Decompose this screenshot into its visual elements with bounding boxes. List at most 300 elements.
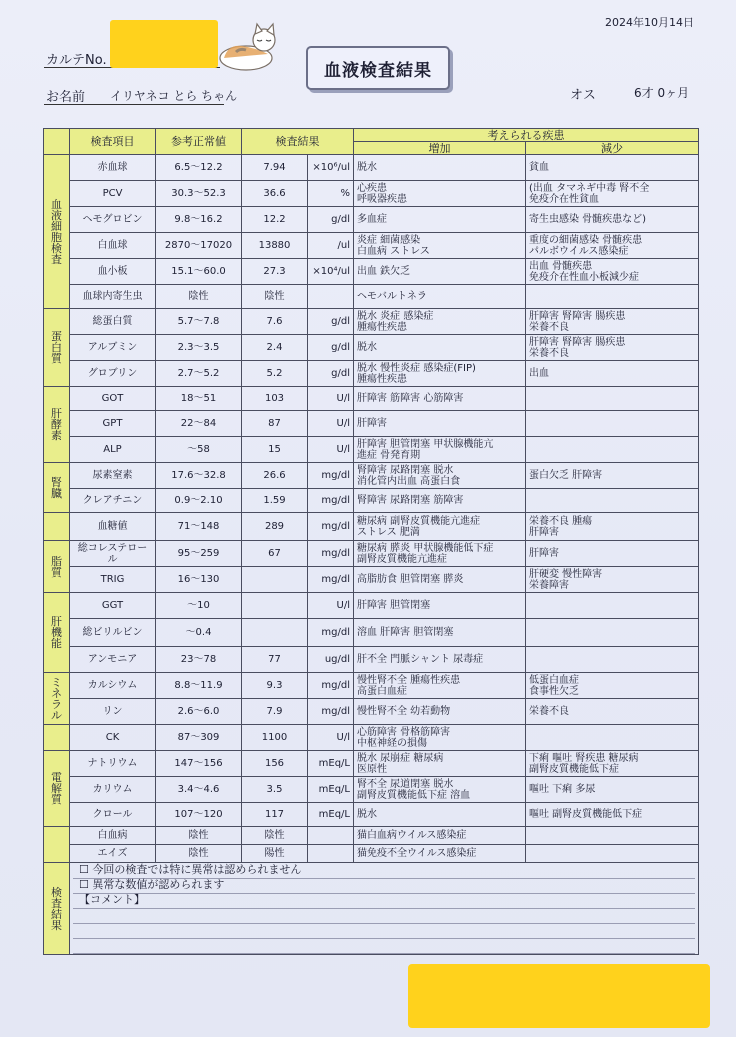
disease-decrease-line: (出血 タマネギ中毒 腎不全	[529, 182, 650, 194]
disease-decrease-line: 寄生虫感染 骨髄疾患など)	[529, 214, 647, 225]
table-row	[44, 541, 699, 567]
unit: mEq/L	[308, 751, 354, 777]
disease-increase-line: 腎不全 尿道閉塞 脱水	[357, 778, 454, 790]
category-cell	[44, 673, 70, 725]
disease-increase-line: 医原性	[357, 763, 387, 775]
test-result: 3.5	[242, 777, 308, 803]
table-row	[44, 619, 699, 647]
test-result	[242, 567, 308, 593]
test-result: 7.6	[242, 309, 308, 335]
reference-range: 3.4～4.6	[156, 777, 242, 803]
reference-range: 2.6～6.0	[156, 699, 242, 725]
category-label-lipid	[47, 556, 66, 578]
disease-increase-line: 腫瘍性疾患	[357, 373, 407, 385]
patient-sex: オス	[570, 88, 596, 103]
unit	[308, 285, 354, 309]
header-disease: 考えられる疾患	[354, 129, 699, 142]
test-item: 血小板	[70, 259, 156, 285]
disease-increase-line: 脱水	[357, 162, 377, 173]
reference-range: 16～130	[156, 567, 242, 593]
test-item: カルシウム	[70, 673, 156, 699]
test-result: 陰性	[242, 285, 308, 309]
test-item: 総蛋白質	[70, 309, 156, 335]
disease-increase	[354, 777, 526, 803]
category-char: 査	[51, 252, 62, 266]
test-result: 103	[242, 387, 308, 411]
reference-range: ～0.4	[156, 619, 242, 647]
disease-decrease	[526, 361, 699, 387]
test-item: 血糖値	[70, 513, 156, 541]
disease-increase-line: 進症 骨発育期	[357, 449, 421, 461]
test-item: アンモニア	[70, 647, 156, 673]
test-result: 9.3	[242, 673, 308, 699]
test-result: 36.6	[242, 181, 308, 207]
category-cell	[44, 751, 70, 827]
unit: mg/dl	[308, 673, 354, 699]
disease-decrease	[526, 233, 699, 259]
patient-name-label: お名前	[46, 90, 86, 105]
comment-line	[73, 939, 695, 954]
disease-increase-line: 糖尿病 副腎皮質機能亢進症	[357, 515, 481, 527]
category-char: ラ	[51, 697, 62, 711]
disease-decrease-line: 嘔吐 下痢 多尿	[529, 784, 596, 795]
category-cell	[44, 387, 70, 463]
disease-increase	[354, 593, 526, 619]
reference-range: 2.3～3.5	[156, 335, 242, 361]
disease-decrease-line: 肝障害	[529, 526, 559, 538]
test-item: カリウム	[70, 777, 156, 803]
test-item: ヘモグロビン	[70, 207, 156, 233]
category-label-liver_enzyme	[47, 408, 66, 441]
category-char: 酵	[51, 418, 62, 431]
disease-increase	[354, 437, 526, 463]
reference-range: 15.1～60.0	[156, 259, 242, 285]
disease-decrease	[526, 803, 699, 827]
test-result	[242, 619, 308, 647]
category-char: ミ	[51, 675, 62, 689]
table-row	[44, 751, 699, 777]
test-result: 26.6	[242, 463, 308, 489]
test-result: 289	[242, 513, 308, 541]
disease-increase-line: 猫白血病ウイルス感染症	[357, 830, 467, 841]
disease-decrease	[526, 285, 699, 309]
disease-decrease-line: 出血	[529, 368, 549, 379]
redacted-karte-number	[110, 20, 218, 68]
unit: mg/dl	[308, 513, 354, 541]
disease-increase	[354, 233, 526, 259]
table-row	[44, 181, 699, 207]
disease-increase-line: 脱水	[357, 342, 377, 353]
disease-increase	[354, 803, 526, 827]
disease-increase-line: 肝障害 筋障害 心筋障害	[357, 393, 464, 404]
disease-increase	[354, 361, 526, 387]
abnormality-checkbox: ☐ 異常な数値が認められます	[73, 879, 695, 894]
category-char: 細	[51, 219, 62, 233]
category-char: 脂	[51, 554, 62, 568]
test-item: アルブミン	[70, 335, 156, 361]
disease-decrease	[526, 513, 699, 541]
test-result: 陽性	[242, 845, 308, 863]
table-row	[44, 361, 699, 387]
test-item: グロブリン	[70, 361, 156, 387]
category-char: 肝	[51, 615, 62, 628]
test-result: 67	[242, 541, 308, 567]
reference-range: 2.7～5.2	[156, 361, 242, 387]
disease-decrease	[526, 489, 699, 513]
disease-decrease	[526, 845, 699, 863]
reference-range: 陰性	[156, 285, 242, 309]
reference-range: 95～259	[156, 541, 242, 567]
test-result	[242, 593, 308, 619]
disease-decrease-line: 食事性欠乏	[529, 685, 579, 697]
category-char: 白	[51, 341, 62, 354]
disease-increase-line: 肝障害 胆管閉塞	[357, 600, 431, 611]
disease-decrease	[526, 335, 699, 361]
category-label-judgement	[47, 887, 66, 931]
disease-increase-line: ヘモバルトネラ	[357, 291, 427, 302]
category-cell	[44, 155, 70, 309]
unit: mg/dl	[308, 619, 354, 647]
reference-range: 9.8～16.2	[156, 207, 242, 233]
disease-decrease	[526, 647, 699, 673]
test-result: 12.2	[242, 207, 308, 233]
category-cell	[44, 725, 70, 751]
unit: ×10⁴/ul	[308, 259, 354, 285]
disease-increase-line: 呼吸器疾患	[357, 193, 407, 205]
disease-increase	[354, 699, 526, 725]
disease-increase-line: 高脂肪食 胆管閉塞 膵炎	[357, 574, 464, 585]
disease-increase	[354, 673, 526, 699]
test-result: 5.2	[242, 361, 308, 387]
no-abnormality-checkbox: ☐ 今回の検査では特に異常は認められません	[73, 864, 695, 879]
table-row	[44, 259, 699, 285]
disease-increase	[354, 845, 526, 863]
table-row	[44, 309, 699, 335]
test-item: 尿素窒素	[70, 463, 156, 489]
test-result: 27.3	[242, 259, 308, 285]
category-char: 能	[51, 637, 62, 650]
comment-line	[73, 924, 695, 939]
test-result: 15	[242, 437, 308, 463]
category-label-blood_cells	[47, 199, 66, 265]
disease-increase	[354, 207, 526, 233]
test-item: 白血球	[70, 233, 156, 259]
disease-increase-line: 高蛋白血症	[357, 685, 407, 697]
reference-range: ～58	[156, 437, 242, 463]
reference-range: 107～120	[156, 803, 242, 827]
disease-decrease-line: 免疫介在性血小板減少症	[529, 271, 639, 283]
category-label-kidney	[47, 477, 66, 499]
disease-increase-line: 出血 鉄欠乏	[357, 266, 411, 277]
unit: g/dl	[308, 309, 354, 335]
unit: mg/dl	[308, 541, 354, 567]
table-row	[44, 803, 699, 827]
unit: mg/dl	[308, 699, 354, 725]
disease-increase	[354, 259, 526, 285]
page-title: 血液検査結果	[306, 46, 450, 90]
disease-increase	[354, 541, 526, 567]
header-category-blank	[44, 129, 70, 155]
reference-range: 2870～17020	[156, 233, 242, 259]
unit	[308, 845, 354, 863]
disease-increase-line: 脱水 尿崩症 糖尿病	[357, 752, 444, 764]
category-char: 検	[51, 241, 62, 255]
unit: g/dl	[308, 361, 354, 387]
unit: U/l	[308, 411, 354, 437]
reference-range: 0.9～2.10	[156, 489, 242, 513]
table-row	[44, 463, 699, 489]
unit: U/l	[308, 437, 354, 463]
disease-increase-line: 炎症 細菌感染	[357, 234, 421, 246]
disease-decrease-line: 肝障害 腎障害 腸疾患	[529, 310, 626, 322]
disease-increase-line: 腎障害 尿路閉塞 筋障害	[357, 495, 464, 506]
disease-increase-line: 副腎皮質機能低下症 溶血	[357, 789, 471, 801]
disease-decrease-line: 低蛋白血症	[529, 674, 579, 686]
test-item: GGT	[70, 593, 156, 619]
karte-number-label: カルテNo.	[46, 53, 107, 68]
test-result: 156	[242, 751, 308, 777]
category-char: 胞	[51, 230, 62, 244]
table-row	[44, 155, 699, 181]
test-result: 77	[242, 647, 308, 673]
unit: ×10⁶/ul	[308, 155, 354, 181]
disease-decrease-line: 免疫介在性貧血	[529, 193, 599, 205]
disease-increase-line: 腎障害 尿路閉塞 脱水	[357, 464, 454, 476]
unit: mg/dl	[308, 489, 354, 513]
disease-decrease	[526, 827, 699, 845]
unit: ug/dl	[308, 647, 354, 673]
table-row	[44, 673, 699, 699]
test-item: 総ビリルビン	[70, 619, 156, 647]
table-row	[44, 567, 699, 593]
disease-increase-line: 慢性腎不全 幼若動物	[357, 706, 451, 717]
category-char: 検査	[51, 885, 62, 910]
disease-decrease	[526, 541, 699, 567]
category-char: 機	[51, 626, 62, 639]
disease-decrease-line: 栄養不良 腫瘍	[529, 515, 593, 527]
disease-decrease-line: パルボウイルス感染症	[529, 245, 629, 257]
disease-increase-line: 脱水	[357, 809, 377, 820]
disease-increase	[354, 647, 526, 673]
reference-range: 陰性	[156, 845, 242, 863]
disease-increase-line: 脱水 慢性炎症 感染症(FIP)	[357, 362, 476, 374]
table-row	[44, 411, 699, 437]
reference-range: ～10	[156, 593, 242, 619]
header-reference: 参考正常値	[156, 129, 242, 155]
category-cell	[44, 593, 70, 673]
disease-decrease-line: 下痢 嘔吐 腎疾患 糖尿病	[529, 752, 639, 764]
disease-increase-line: 心疾患	[357, 182, 387, 194]
unit: mg/dl	[308, 567, 354, 593]
category-label-electrolyte	[47, 772, 66, 805]
table-row	[44, 207, 699, 233]
disease-decrease	[526, 387, 699, 411]
sleeping-cat-illustration	[216, 18, 280, 74]
table-row	[44, 489, 699, 513]
unit: mg/dl	[308, 463, 354, 489]
table-row	[44, 335, 699, 361]
test-item: ナトリウム	[70, 751, 156, 777]
disease-increase	[354, 567, 526, 593]
unit: mEq/L	[308, 803, 354, 827]
unit: U/l	[308, 725, 354, 751]
disease-increase	[354, 751, 526, 777]
test-result: 7.94	[242, 155, 308, 181]
reference-range: 6.5～12.2	[156, 155, 242, 181]
category-char: 腎	[51, 475, 62, 489]
disease-decrease-line: 肝障害 腎障害 腸疾患	[529, 336, 626, 348]
disease-decrease	[526, 673, 699, 699]
redacted-clinic-info	[408, 964, 710, 1028]
disease-decrease-line: 栄養不良	[529, 706, 569, 717]
disease-decrease	[526, 619, 699, 647]
disease-increase	[354, 463, 526, 489]
test-item: エイズ	[70, 845, 156, 863]
unit: mEq/L	[308, 777, 354, 803]
disease-increase-line: 多血症	[357, 214, 387, 225]
test-result: 117	[242, 803, 308, 827]
category-char: 電	[51, 771, 62, 784]
disease-increase-line: 慢性腎不全 腫瘍性疾患	[357, 674, 461, 686]
patient-name-underline	[44, 104, 224, 105]
category-char: 質	[51, 352, 62, 365]
test-item: GPT	[70, 411, 156, 437]
disease-increase	[354, 387, 526, 411]
reference-range: 17.6～32.8	[156, 463, 242, 489]
table-row	[44, 725, 699, 751]
unit: g/dl	[308, 207, 354, 233]
disease-decrease-line: 重度の細菌感染 骨髄疾患	[529, 234, 643, 246]
reference-range: 147～156	[156, 751, 242, 777]
table-row	[44, 827, 699, 845]
reference-range: 8.8～11.9	[156, 673, 242, 699]
disease-decrease	[526, 259, 699, 285]
test-result: 87	[242, 411, 308, 437]
reference-range: 23～78	[156, 647, 242, 673]
disease-decrease	[526, 181, 699, 207]
disease-decrease	[526, 567, 699, 593]
header-item: 検査項目	[70, 129, 156, 155]
test-item: TRIG	[70, 567, 156, 593]
disease-decrease-line: 栄養不良	[529, 321, 569, 333]
reference-range: 5.7～7.8	[156, 309, 242, 335]
header-decrease: 減少	[526, 142, 699, 155]
disease-increase	[354, 489, 526, 513]
disease-decrease	[526, 155, 699, 181]
header-result: 検査結果	[242, 129, 354, 155]
unit: %	[308, 181, 354, 207]
reference-range: 71～148	[156, 513, 242, 541]
category-char: ル	[51, 708, 62, 722]
table-row	[44, 593, 699, 619]
test-result: 1100	[242, 725, 308, 751]
unit: /ul	[308, 233, 354, 259]
test-item: 赤血球	[70, 155, 156, 181]
disease-decrease	[526, 777, 699, 803]
disease-decrease-line: 嘔吐 副腎皮質機能低下症	[529, 809, 643, 820]
disease-decrease	[526, 411, 699, 437]
header-increase: 増加	[354, 142, 526, 155]
disease-increase-line: 副腎皮質機能亢進症	[357, 553, 447, 565]
category-char: 肝	[51, 407, 62, 420]
disease-increase-line: 肝不全 門脈シャント 尿毒症	[357, 654, 484, 665]
disease-increase-line: 溶血 肝障害 胆管閉塞	[357, 627, 454, 638]
disease-decrease-line: 栄養障害	[529, 579, 569, 591]
test-item: CK	[70, 725, 156, 751]
test-item: クレアチニン	[70, 489, 156, 513]
category-char: 血	[51, 197, 62, 211]
disease-increase	[354, 181, 526, 207]
test-item: リン	[70, 699, 156, 725]
disease-increase-line: ストレス 肥満	[357, 526, 420, 538]
report-date: 2024年10月14日	[605, 16, 694, 29]
disease-decrease	[526, 699, 699, 725]
category-char: 結果	[51, 907, 62, 932]
disease-increase	[354, 513, 526, 541]
category-char: 液	[51, 208, 62, 222]
category-char: 蛋	[51, 330, 62, 343]
patient-name: イリヤネコ とら ちゃん	[110, 89, 238, 103]
disease-decrease-line: 肝硬変 慢性障害	[529, 568, 603, 580]
disease-decrease	[526, 207, 699, 233]
disease-increase-line: 肝障害	[357, 418, 387, 429]
unit	[308, 827, 354, 845]
reference-range: 30.3～52.3	[156, 181, 242, 207]
disease-decrease	[526, 309, 699, 335]
category-label-liver_function	[47, 616, 66, 649]
judgement-box	[70, 863, 699, 955]
disease-increase	[354, 335, 526, 361]
category-label-mineral	[47, 677, 66, 721]
reference-range: 陰性	[156, 827, 242, 845]
disease-increase	[354, 411, 526, 437]
disease-decrease	[526, 463, 699, 489]
disease-increase	[354, 619, 526, 647]
reference-range: 87～309	[156, 725, 242, 751]
disease-increase	[354, 155, 526, 181]
table-row	[44, 777, 699, 803]
judgement-row	[44, 863, 699, 955]
category-char: 素	[51, 429, 62, 442]
disease-increase-line: 腫瘍性疾患	[357, 321, 407, 333]
disease-increase	[354, 285, 526, 309]
disease-decrease	[526, 593, 699, 619]
disease-increase	[354, 725, 526, 751]
test-item: PCV	[70, 181, 156, 207]
patient-age: 6才 0ヶ月	[634, 86, 690, 100]
category-char: 質	[51, 793, 62, 806]
test-item: クロール	[70, 803, 156, 827]
disease-decrease-line: 出血 骨髄疾患	[529, 260, 593, 272]
disease-decrease-line: 副腎皮質機能低下症	[529, 763, 619, 775]
reference-range: 22～84	[156, 411, 242, 437]
table-row	[44, 437, 699, 463]
disease-decrease	[526, 437, 699, 463]
disease-decrease	[526, 725, 699, 751]
disease-increase-line: 心筋障害 骨格筋障害	[357, 726, 451, 738]
table-row	[44, 387, 699, 411]
unit: U/l	[308, 387, 354, 411]
category-cell	[44, 463, 70, 513]
blood-test-table	[43, 128, 699, 955]
category-cell	[44, 513, 70, 541]
disease-decrease-line: 貧血	[529, 162, 549, 173]
category-char: 臓	[51, 486, 62, 500]
disease-increase-line: 糖尿病 膵炎 甲状腺機能低下症	[357, 542, 494, 554]
category-cell	[44, 309, 70, 387]
table-row	[44, 285, 699, 309]
test-result: 2.4	[242, 335, 308, 361]
